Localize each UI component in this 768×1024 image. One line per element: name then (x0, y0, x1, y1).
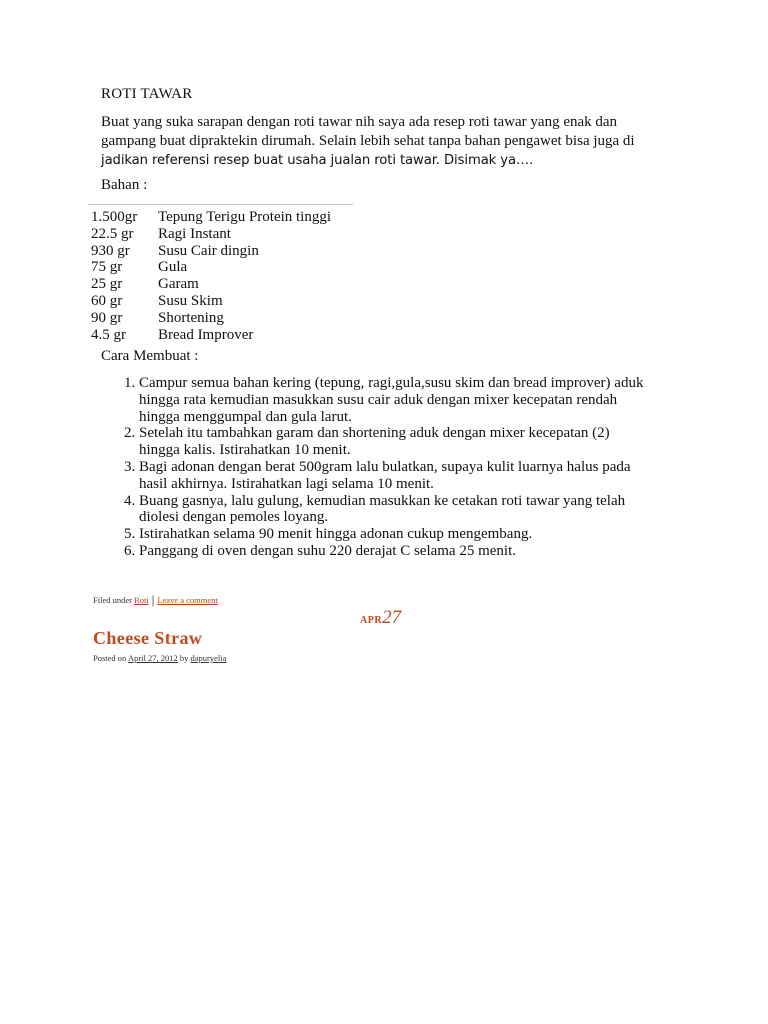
method-heading: Cara Membuat : (101, 348, 199, 364)
intro-line: Buat yang suka sarapan dengan roti tawar nih saya ada resep roti tawar yang enak dan (101, 114, 618, 130)
filed-under-label: Filed under (93, 595, 132, 605)
date-month: APR (360, 615, 383, 626)
ingredient-qty: 90 gr (91, 309, 123, 326)
ingredient-name: Garam (158, 276, 199, 293)
ingredient-row (91, 243, 331, 260)
intro-line: jadikan referensi resep buat usaha jualan roti tawar. Disimak ya…. (101, 153, 534, 168)
ingredient-row (91, 226, 331, 243)
ingredient-name: Shortening (158, 309, 224, 326)
article-intro (101, 113, 661, 170)
step-line: 2. Setelah itu tambahkan garam dan shortening aduk dengan mixer kecepatan (2) (139, 425, 610, 442)
leave-comment-link[interactable]: Leave a comment (157, 595, 218, 605)
ingredient-row (91, 209, 331, 226)
ingredient-qty: 930 gr (91, 242, 130, 259)
ingredient-row (91, 327, 331, 344)
divider (88, 204, 353, 205)
step-line: 4. Buang gasnya, lalu gulung, kemudian masukkan ke cetakan roti tawar yang telah (139, 492, 626, 509)
method-step (139, 493, 681, 527)
post-meta (93, 592, 218, 608)
ingredients-table (91, 209, 331, 343)
method-steps (101, 375, 681, 560)
ingredient-row (91, 276, 331, 293)
ingredient-row (91, 310, 331, 327)
step-line: 1. Campur semua bahan kering (tepung, ragi,gula,susu skim dan bread improver) aduk (139, 375, 644, 391)
step-line: hingga menggumpal dan gula larut. (139, 408, 352, 425)
ingredient-row (91, 293, 331, 310)
step-line: 5. Istirahatkan selama 90 menit hingga adonan cukup mengembang. (139, 526, 533, 543)
step-line: 3. Bagi adonan dengan berat 500gram lalu bulatkan, supaya kulit luarnya halus pada (139, 458, 631, 475)
ingredient-name: Susu Cair dingin (158, 242, 259, 259)
step-line: hingga rata kemudian masukkan susu cair aduk dengan mixer kecepatan rendah (139, 391, 618, 408)
category-link[interactable]: Roti (134, 595, 149, 605)
step-line: 6. Panggang di oven dengan suhu 220 derajat C selama 25 menit. (139, 542, 516, 559)
meta-separator: | (151, 592, 155, 607)
date-day: 27 (382, 607, 402, 628)
ingredient-name: Ragi Instant (158, 225, 231, 242)
method-step (139, 543, 681, 560)
ingredient-qty: 75 gr (91, 259, 123, 276)
method-step (139, 375, 681, 425)
ingredient-qty: 22.5 gr (91, 225, 134, 242)
post-date-link[interactable]: April 27, 2012 (127, 653, 178, 663)
step-line: hasil akhirnya. Istirahatkan lagi selama 10 menit. (139, 475, 434, 492)
article-title: ROTI TAWAR (101, 86, 193, 102)
ingredient-row (91, 259, 331, 276)
post-byline (93, 653, 226, 663)
by-label: by (179, 653, 189, 663)
ingredient-name: Tepung Terigu Protein tinggi (158, 209, 332, 225)
method-step (139, 459, 681, 493)
ingredient-qty: 4.5 gr (91, 326, 126, 343)
post-date-badge (360, 607, 401, 629)
ingredients-heading: Bahan : (101, 177, 148, 193)
method-step (139, 526, 681, 543)
next-post-title[interactable]: Cheese Straw (93, 628, 203, 648)
ingredient-qty: 60 gr (91, 292, 123, 309)
ingredient-name: Bread Improver (158, 326, 254, 343)
step-line: diolesi dengan pemoles loyang. (139, 509, 329, 526)
ingredient-name: Gula (158, 259, 188, 276)
ingredient-qty: 25 gr (91, 276, 123, 293)
step-line: hingga kalis. Istirahatkan 10 menit. (139, 442, 351, 459)
posted-on-label: Posted on (93, 653, 127, 663)
ingredient-qty: 1.500gr (91, 209, 138, 225)
author-link[interactable]: dapuryelia (190, 653, 227, 663)
ingredient-name: Susu Skim (158, 292, 223, 309)
method-step (139, 425, 681, 459)
intro-line: gampang buat dipraktekin dirumah. Selain lebih sehat tanpa bahan pengawet bisa juga di (101, 133, 635, 149)
